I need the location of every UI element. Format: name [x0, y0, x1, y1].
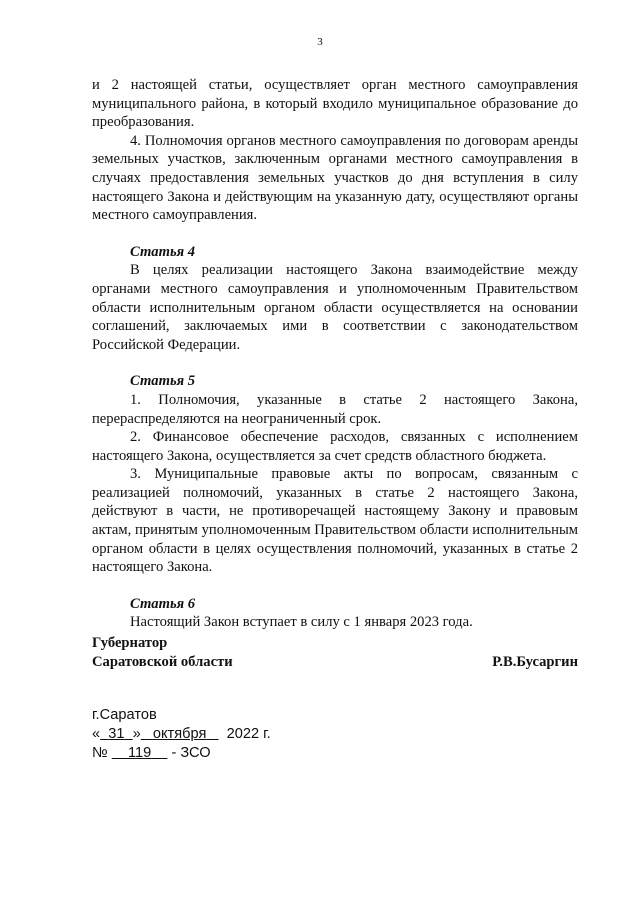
- city: г.Саратов: [92, 707, 157, 723]
- signatory-name: Р.В.Бусаргин: [492, 654, 578, 670]
- date-line: [92, 725, 271, 744]
- article-heading: Статья 5: [130, 373, 196, 390]
- number-line: [92, 744, 271, 763]
- document-footer: [92, 706, 271, 763]
- page-number: 3: [317, 36, 323, 48]
- date-open-quote: «: [92, 726, 101, 742]
- article-paragraph: Настоящий Закон вступает в силу с 1 января 2023 года.: [130, 614, 473, 631]
- article-paragraph: 3. Муниципальные правовые акты по вопросам, связанным с реализацией полномочий, указанных в статье 2 настоящего Закона, действуют в части, не противоречащей настоящему Закону и правовым актам, принятым уполномоченным Правительством области исполнительным органом области в целях осуществления полномочий, указанных в статье 2 настоящего Закона.: [92, 466, 578, 576]
- number-suffix: - ЗСО: [171, 745, 211, 761]
- signatory-title-line1: Губернатор: [92, 635, 168, 651]
- article-heading: Статья 4: [130, 243, 196, 260]
- article-4: [92, 243, 578, 355]
- date-close-quote: »: [132, 726, 141, 742]
- article-5: [92, 372, 578, 577]
- paragraph-continuation: и 2 настоящей статьи, осуществляет орган местного самоуправления муниципального района, в который входило муниципальное образование до преобразования.: [92, 77, 578, 131]
- article-paragraph: В целях реализации настоящего Закона взаимодействие между органами местного самоуправления и уполномоченным Правительством области исполнительным органом области осуществляется на основании соглашений, заключаемых ими в соответствии с законодательством Российской Федерации.: [92, 262, 578, 353]
- article-paragraph: 1. Полномочия, указанные в статье 2 настоящего Закона, перераспределяются на неограниченный срок.: [92, 391, 578, 427]
- signatory-title-line2: Саратовской области: [92, 654, 233, 670]
- signature-block: [92, 634, 578, 672]
- law-body: [92, 76, 578, 632]
- date-month: октября: [152, 726, 207, 742]
- article-paragraph: 2. Финансовое обеспечение расходов, связанных с исполнением настоящего Закона, осуществляется за счет средств областного бюджета.: [92, 429, 578, 464]
- number-sign: №: [92, 745, 108, 761]
- date-day: 31: [108, 726, 125, 742]
- date-year: 2022 г.: [226, 726, 271, 742]
- paragraph-item-4: 4. Полномочия органов местного самоуправления по договорам аренды земельных участков, заключенным органами местного самоуправления в случаях предоставления земельных участков до дня вступления в силу настоящего Закона и действующим на указанную дату, осуществляют органы местного самоуправления.: [92, 132, 578, 224]
- article-heading: Статья 6: [130, 595, 196, 612]
- article-6: [92, 595, 578, 632]
- law-number: 119: [127, 745, 152, 761]
